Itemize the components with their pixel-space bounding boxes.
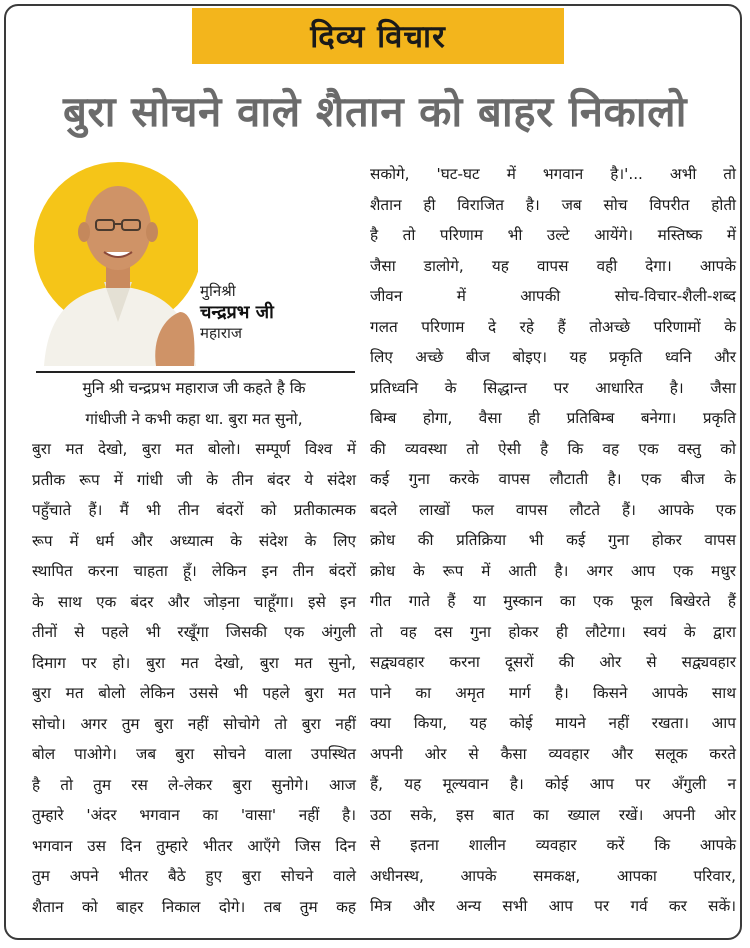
headline: बुरा सोचने वाले शैतान को बाहर निकालो [62,87,688,136]
left-line-12: सोचो। अगर तुम बुरा नहीं सोचोगे तो बुरा नहीं [32,714,356,733]
right-line-2: शैतान ही विराजित है। जब सोच विपरीत होती [370,195,736,214]
article-right-column [370,159,736,922]
left-line-4: प्रतीक रूप में गांधी जी के तीन बंदर ये संदेश [32,470,356,489]
left-line-14: है तो तुम रस ले-लेकर बुरा सुनोगे। आज [32,775,356,794]
left-line-9: तीनों से पहले भी रखूँगा जिसकी एक अंगुली [32,623,356,641]
right-line-3: है तो परिणाम भी उल्टे आयेंगे। मस्तिष्क में [370,226,736,244]
right-line-11: कई गुना करके वापस लौटाती है। एक बीज के [370,470,736,488]
left-line-2: गांधीजी ने कभी कहा था. बुरा मत सुनो, [85,409,303,428]
left-line-6: रूप में धर्म और अध्यात्म के संदेश के लिए [32,531,356,550]
author-byline [200,282,274,343]
left-line-18: शैतान को बाहर निकाल दोगे। तब तुम कह [32,897,356,916]
left-line-3: बुरा मत देखो, बुरा मत बोलो। सम्पूर्ण विश्व में [32,440,356,458]
author-portrait [34,162,198,366]
left-line-5: पहुँचाते हैं। मैं भी तीन बंदरों को प्रतीकात्मक [32,501,356,519]
right-line-7: लिए अच्छे बीज बोइए। यह प्रकृति ध्वनि और [370,348,736,366]
left-line-13: बोल पाओगे। जब बुरा सोचने वाला उपस्थित [32,745,356,763]
left-line-7: स्थापित करना चाहता हूँ। लेकिन इन तीन बंदरों [32,562,356,580]
right-line-20: अपनी ओर से कैसा व्यवहार और सलूक करते [370,744,736,763]
left-line-15: तुम्हारे 'अंदर भगवान का 'वासा' नहीं है। [32,806,356,824]
column-label: दिव्य विचार [310,19,446,55]
right-line-19: क्या किया, यह कोई मायने नहीं रखता। आप [370,714,736,732]
right-line-6: गलत परिणाम दे रहे हैं तोअच्छे परिणामों के [370,317,736,336]
right-line-5: जीवन में आपकी सोच-विचार-शैली-शब्द [370,287,736,305]
left-line-10: दिमाग पर हो। बुरा मत देखो, बुरा मत सुनो, [32,653,356,672]
right-line-9: बिम्ब होगा, वैसा ही प्रतिबिम्ब बनेगा। प्रकृति [370,409,736,427]
left-line-8: के साथ एक बंदर और जोड़ना चाहूँगा। इसे इन [32,592,356,611]
right-line-24: अधीनस्थ, आपके समकक्ष, आपका परिवार, [370,866,736,885]
right-line-22: उठा सके, इस बात का ख्याल रखें। अपनी ओर [370,805,736,824]
left-line-11: बुरा मत बोलो लेकिन उससे भी पहले बुरा मत [32,684,356,702]
right-line-25: मित्र और अन्य सभी आप पर गर्व कर सकें। [370,897,736,915]
left-line-16: भगवान उस दिन तुम्हारे भीतर आएँगे जिस दिन [32,836,356,855]
right-line-12: बदले लाखों फल वापस लौटते हैं। आपके एक [370,500,736,519]
author-suffix: महाराज [200,324,242,343]
right-line-14: क्रोध के रूप में आती है। अगर आप एक मधुर [370,561,736,580]
author-name: चन्द्रप्रभ जी [200,302,274,324]
right-line-8: प्रतिध्वनि के सिद्धान्त पर आधारित है। जैसा [370,378,736,397]
left-line-1: मुनि श्री चन्द्रप्रभ महाराज जी कहते है कि [82,379,306,397]
left-line-17: तुम अपने भीतर बैठे हुए बुरा सोचने वाले [32,867,356,885]
right-line-1: सकोगे, 'घट-घट में भगवान है।'... अभी तो [370,165,736,183]
right-line-13: क्रोध की प्रतिक्रिया भी कई गुना होकर वापस [370,531,736,549]
right-line-21: हैं, यह मूल्यवान है। कोई आप पर अँगुली न [370,775,736,793]
right-line-18: पाने का अमृत मार्ग है। किसने आपके साथ [370,683,736,702]
right-line-23: से इतना शालीन व्यवहार करें कि आपके [370,836,736,854]
right-line-17: सद्व्यवहार करना दूसरों की ओर से सद्व्यवहार [370,653,736,671]
right-line-4: जैसा डालोगे, यह वापस वही देगा। आपके [370,256,736,275]
column-label-banner [192,8,564,64]
right-line-16: तो वह दस गुना होकर ही लौटेगा। स्वयं के द्वारा [370,622,736,641]
right-line-10: की व्यवस्था तो ऐसी है कि वह एक वस्तु को [370,439,736,458]
author-title: मुनिश्री [200,282,236,300]
right-line-15: गीत गाते हैं या मुस्कान का एक फूल बिखेरते हैं [370,592,736,610]
article-left-column [32,373,356,922]
